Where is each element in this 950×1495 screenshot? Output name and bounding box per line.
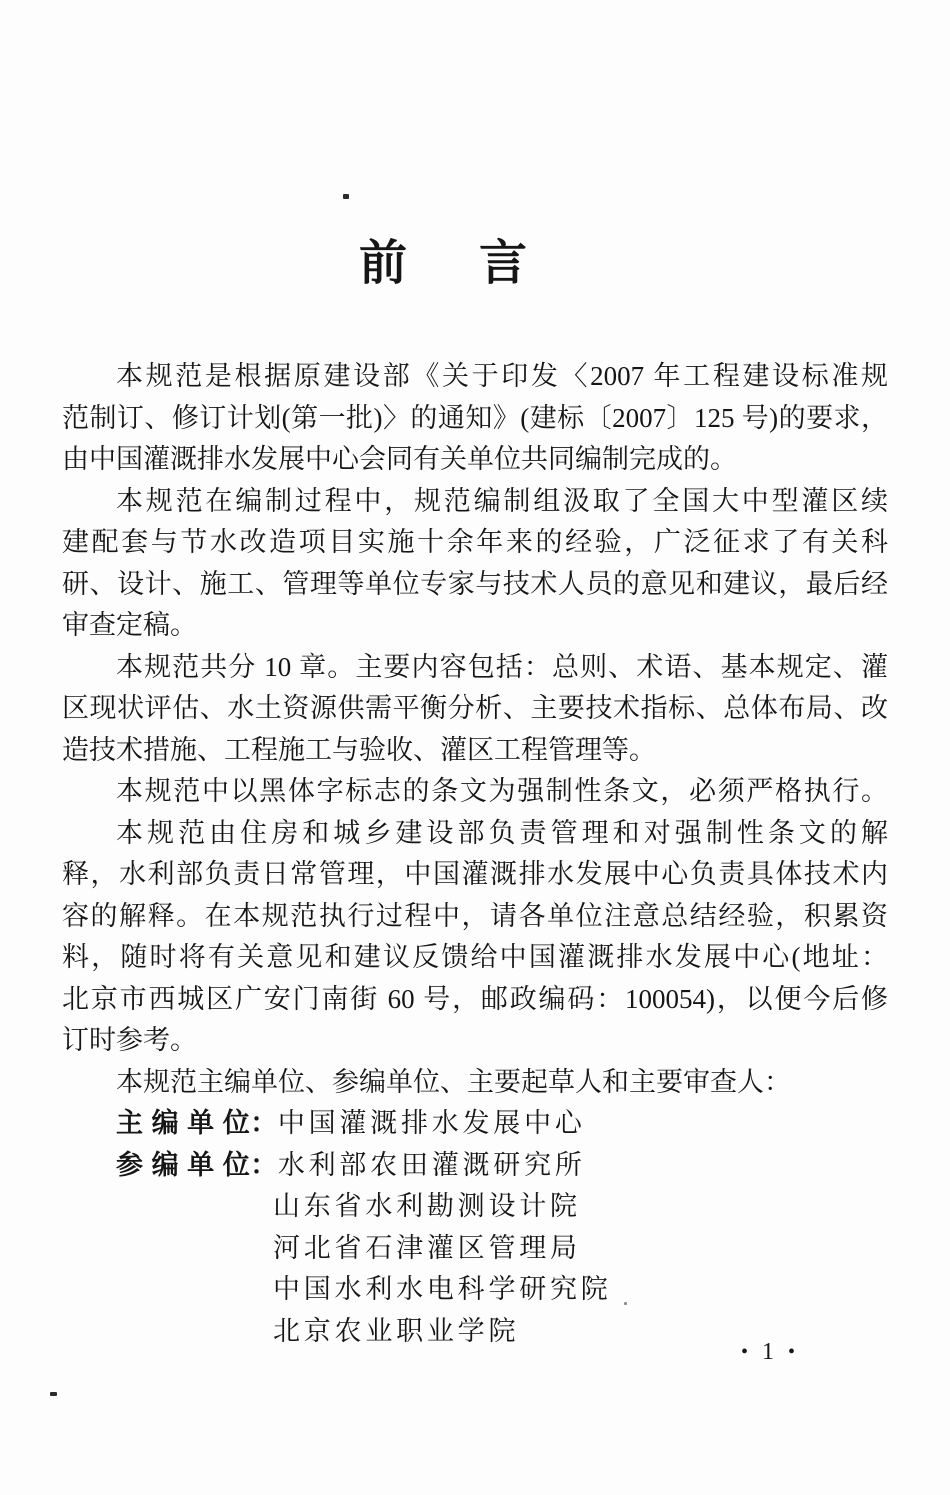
text-line: 订时参考。 (62, 1025, 197, 1055)
text-line: 料，随时将有关意见和建议反馈给中国灌溉排水发展中心(地址： (62, 942, 888, 972)
text-line: 区现状评估、水土资源供需平衡分析、主要技术指标、总体布局、改 (62, 693, 888, 723)
document-body (62, 356, 888, 1352)
text-line: 本规范中以黑体字标志的条文为强制性条文，必须严格执行。 (116, 776, 888, 806)
text-line: 中国水利水电科学研究院 (273, 1274, 612, 1304)
text-line: 北京农业职业学院 (273, 1315, 520, 1346)
page-footer (741, 1339, 795, 1366)
text-line: 河北省石津灌区管理局 (273, 1232, 581, 1263)
page-title: 前言 (358, 237, 599, 290)
text-line: 造技术措施、工程施工与验收、灌区工程管理等。 (62, 734, 656, 765)
text-line: 本规范共分 10 章。主要内容包括：总则、术语、基本规定、灌 (116, 651, 888, 682)
scan-speck (624, 1302, 627, 1305)
text-line: 范制订、修订计划(第一批)〉的通知》(建标〔2007〕125 号)的要求， (62, 402, 888, 433)
text-line (62, 1103, 888, 1145)
footer-right-bullet: • (788, 1341, 796, 1363)
text-line (62, 1145, 888, 1187)
scan-speck (50, 1392, 57, 1396)
editor-org-name: 水利部农田灌溉研究所 (277, 1149, 586, 1180)
editor-org-name: 中国灌溉排水发展中心 (277, 1108, 586, 1138)
text-line: 建配套与节水改造项目实施十余年来的经验，广泛征求了有关科 (62, 527, 888, 557)
text-line: 释，水利部负责日常管理，中国灌溉排水发展中心负责具体技术内 (62, 859, 888, 889)
scan-speck (343, 194, 349, 199)
text-line: 由中国灌溉排水发展中心会同有关单位共同编制完成的。 (62, 444, 737, 474)
footer-left-bullet: • (741, 1341, 749, 1363)
editor-role-label: 主 编 单 位： (116, 1108, 278, 1138)
editor-role-label: 参 编 单 位： (116, 1149, 278, 1180)
text-line: 北京市西城区广安门南街 60 号，邮政编码：100054)，以便今后修 (62, 983, 888, 1014)
text-line: 山东省水利勘测设计院 (273, 1191, 581, 1221)
text-line: 容的解释。在本规范执行过程中，请各单位注意总结经验，积累资 (62, 900, 888, 931)
text-line: 本规范是根据原建设部《关于印发〈2007 年工程建设标准规 (116, 361, 888, 391)
text-line: 本规范在编制过程中，规范编制组汲取了全国大中型灌区续 (116, 485, 888, 516)
text-line: 本规范主编单位、参编单位、主要起草人和主要审查人： (116, 1066, 791, 1097)
text-line: 审查定稿。 (62, 610, 197, 640)
page-number: 1 (762, 1339, 775, 1365)
text-line: 研、设计、施工、管理等单位专家与技术人员的意见和建议，最后经 (62, 568, 888, 599)
text-line: 本规范由住房和城乡建设部负责管理和对强制性条文的解 (116, 817, 888, 848)
